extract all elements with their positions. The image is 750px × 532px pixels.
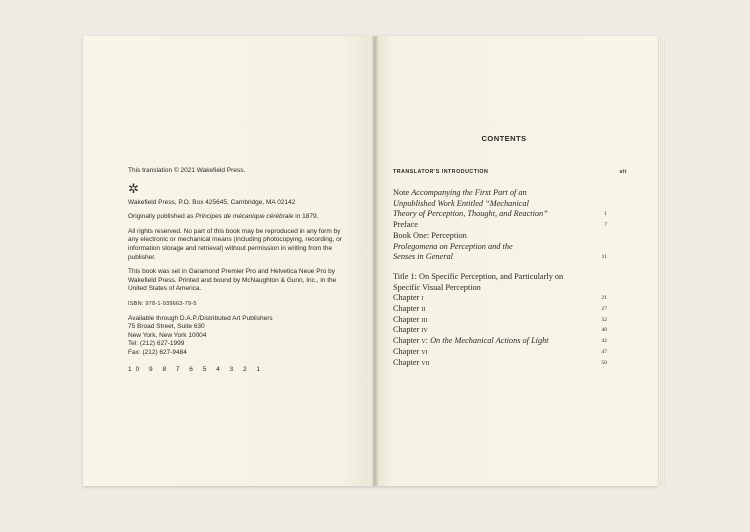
chapter-label: Chapter bbox=[393, 346, 420, 356]
chapter-numeral: ii bbox=[421, 304, 426, 314]
toc-note-title: Theory of Perception, Thought, and Reaction” bbox=[393, 209, 548, 219]
toc-page-number: 21 bbox=[601, 295, 607, 302]
toc-intro-entry bbox=[393, 169, 627, 175]
publisher-address: Wakefield Press, P.O. Box 425645, Cambridge, MA 02142 bbox=[128, 198, 296, 206]
toc-note-prefix: Note bbox=[393, 188, 412, 197]
chapter-numeral: vii bbox=[421, 357, 430, 367]
toc-intro-label: TRANSLATOR'S INTRODUCTION bbox=[393, 169, 489, 175]
contents-title: CONTENTS bbox=[481, 134, 527, 143]
copyright-block bbox=[128, 167, 346, 380]
toc-entry-subtitle: Senses in General bbox=[393, 252, 453, 262]
printing-line: 10 9 8 7 6 5 4 3 2 1 bbox=[128, 365, 265, 373]
toc-entry-title-one bbox=[393, 272, 607, 293]
toc-entry-preface bbox=[393, 220, 607, 231]
chapter-label: Chapter bbox=[393, 304, 420, 314]
toc-page-number: 11 bbox=[601, 254, 607, 261]
toc-entry-label: Preface bbox=[393, 220, 418, 230]
toc-page-number: 42 bbox=[601, 338, 607, 345]
toc-entry-note bbox=[393, 188, 607, 220]
toc-entry-subtitle: Prolegomena on Perception and the bbox=[393, 241, 513, 251]
distribution-line: Fax: (212) 627-9484 bbox=[128, 348, 187, 356]
toc-page-number: 27 bbox=[601, 306, 607, 313]
toc-note-title: Accompanying the First Part of an bbox=[411, 188, 527, 197]
toc-page-number: 32 bbox=[601, 316, 607, 323]
toc-page-number: 40 bbox=[601, 327, 607, 334]
toc-page-number: 50 bbox=[601, 359, 607, 366]
distribution-line: New York, New York 10004 bbox=[128, 331, 207, 339]
toc-page-number: 1 bbox=[604, 211, 607, 218]
distribution-line: Tel: (212) 627-1999 bbox=[128, 340, 185, 348]
chapter-numeral: iv bbox=[421, 325, 428, 335]
toc-page-number: 7 bbox=[604, 222, 607, 229]
original-prefix: Originally published as bbox=[128, 213, 196, 221]
chapter-numeral: vi bbox=[421, 346, 428, 356]
toc-chapter bbox=[393, 358, 607, 369]
chapter-numeral: iii bbox=[421, 314, 428, 324]
chapter-subtitle: On the Mechanical Actions of Light bbox=[430, 336, 549, 346]
toc-chapter bbox=[393, 293, 607, 304]
typeset-statement: This book was set in Garamond Premier Pro and Helvetica Neue Pro by Wakefield Press. Printed and bound by McNaughton & Gunn, Inc., in the United States of America. bbox=[128, 268, 337, 293]
toc-page-number: 47 bbox=[601, 348, 607, 355]
toc-note-title: Unpublished Work Entitled “Mechanical bbox=[393, 198, 529, 208]
rights-statement: All rights reserved. No part of this book may be reproduced in any form by any electronic or mechanical means (including photocopying, recording, or information storage and retrieval) without permission in writing from the publisher. bbox=[128, 227, 342, 261]
book-gutter bbox=[372, 36, 378, 486]
chapter-label: Chapter bbox=[393, 325, 420, 335]
toc-entries bbox=[393, 188, 607, 368]
toc-entry-label: Title 1: On Specific Perception, and Particularly on bbox=[393, 271, 564, 281]
open-book bbox=[83, 36, 665, 488]
original-suffix: in 1879. bbox=[293, 213, 319, 221]
toc-entry-book-one bbox=[393, 231, 607, 263]
copyright-line: This translation © 2021 Wakefield Press. bbox=[128, 167, 246, 174]
chapter-label: Chapter bbox=[393, 336, 420, 346]
toc-entry-label: Specific Visual Perception bbox=[393, 282, 481, 292]
chapter-label: Chapter bbox=[393, 357, 420, 367]
publisher-logo-icon: ✲ bbox=[128, 180, 139, 196]
chapter-numeral: i bbox=[421, 293, 424, 303]
distribution-address bbox=[128, 315, 346, 358]
toc-page-number: vii bbox=[619, 169, 627, 175]
distribution-line: Available through D.A.P./Distributed Art Publishers bbox=[128, 314, 273, 322]
toc-chapter bbox=[393, 304, 607, 315]
toc-chapter bbox=[393, 325, 607, 336]
copyright-page bbox=[83, 36, 375, 486]
chapter-label: Chapter bbox=[393, 314, 420, 324]
original-title: Principes de mécanique cérébrale bbox=[195, 213, 294, 221]
toc-chapter bbox=[393, 336, 607, 347]
original-publication bbox=[128, 213, 346, 222]
distribution-line: 75 Broad Street, Suite 630 bbox=[128, 323, 205, 331]
isbn: ISBN: 978-1-939663-79-5 bbox=[128, 300, 197, 307]
toc-chapter bbox=[393, 315, 607, 326]
toc-entry-label: Book One: Perception bbox=[393, 230, 467, 240]
chapter-label: Chapter bbox=[393, 293, 420, 303]
page-edges bbox=[657, 38, 665, 486]
toc-chapter bbox=[393, 347, 607, 358]
chapter-numeral: v: bbox=[421, 336, 428, 346]
